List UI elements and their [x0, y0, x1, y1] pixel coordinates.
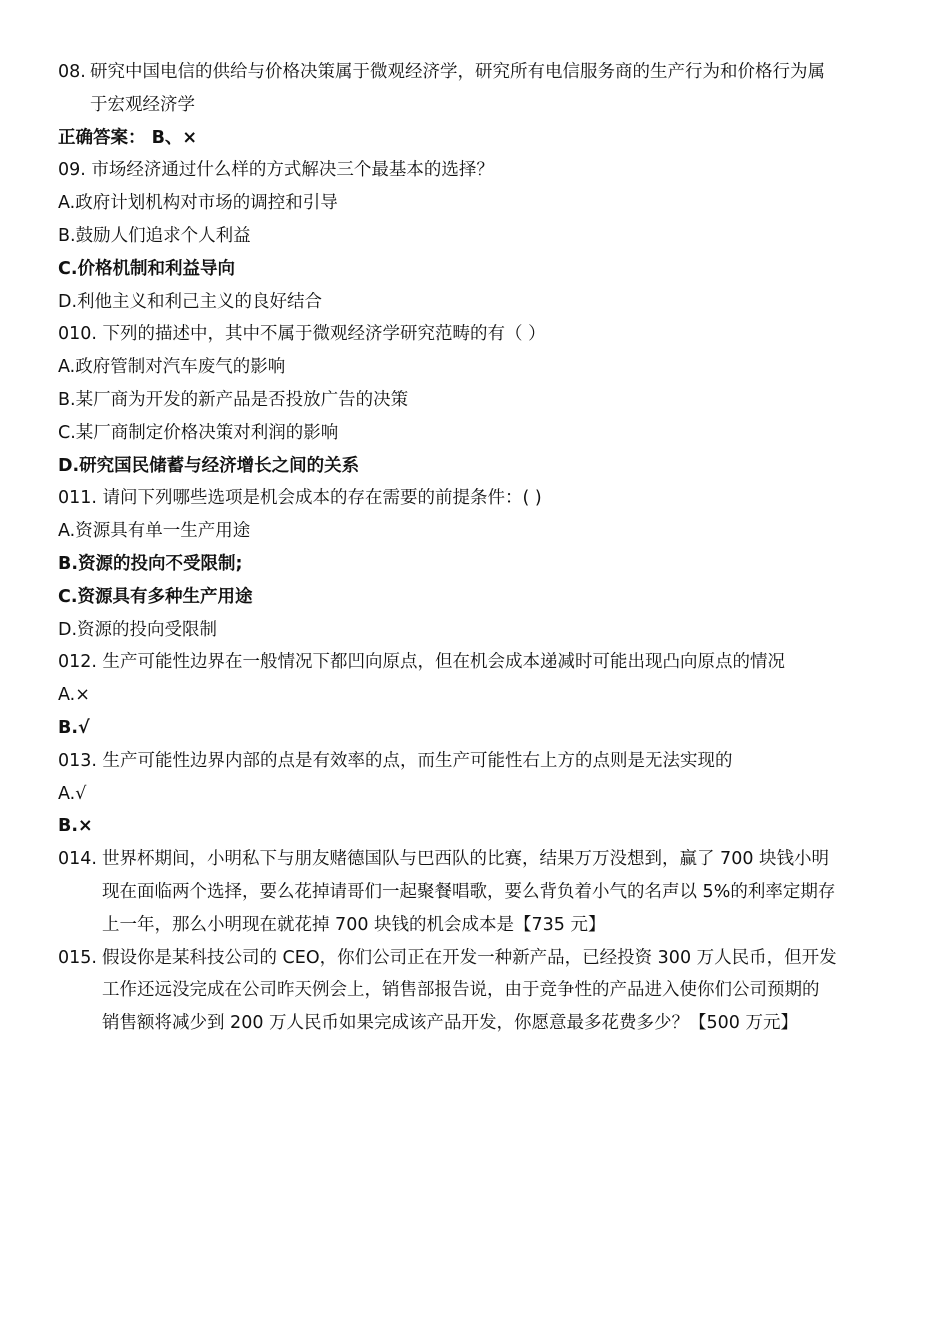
question-text-line: 于宏观经济学	[90, 94, 195, 115]
correct-answer: 正确答案： B、×	[58, 127, 198, 148]
option-b: B.鼓励人们追求个人利益	[58, 225, 251, 246]
option-a: A.×	[58, 685, 90, 706]
question-013: 013. 生产可能性边界内部的点是有效率的点，而生产可能性右上方的点则是无法实现的	[58, 750, 733, 771]
option-b-correct: B.√	[58, 717, 90, 738]
option-d: D.资源的投向受限制	[58, 619, 218, 640]
option-d-correct: D.研究国民储蓄与经济增长之间的关系	[58, 455, 360, 476]
question-text-line: 上一年，那么小明现在就花掉 700 块钱的机会成本是【735 元】	[102, 914, 606, 935]
option-d: D.利他主义和利己主义的良好结合	[58, 291, 323, 312]
question-number: 08.	[58, 62, 86, 82]
option-a: A.政府计划机构对市场的调控和引导	[58, 193, 338, 214]
option-c: C.某厂商制定价格决策对利润的影响	[58, 422, 339, 443]
question-number: 014.	[58, 849, 97, 870]
question-012: 012. 生产可能性边界在一般情况下都凹向原点，但在机会成本递减时可能出现凸向原点的情况	[58, 652, 786, 673]
option-c-correct: C.资源具有多种生产用途	[58, 586, 253, 607]
question-011: 011. 请问下列哪些选项是机会成本的存在需要的前提条件：( )	[58, 488, 542, 509]
option-b-correct: B.×	[58, 816, 93, 837]
question-text-line: 世界杯期间，小明私下与朋友赌德国队与巴西队的比赛，结果万万没想到，赢了 700 块钱小明	[102, 849, 830, 870]
question-08	[58, 56, 898, 122]
option-a: A.政府管制对汽车废气的影响	[58, 357, 286, 378]
option-a: A.资源具有单一生产用途	[58, 521, 251, 542]
question-text-line: 研究中国电信的供给与价格决策属于微观经济学，研究所有电信服务商的生产行为和价格行为属	[90, 62, 825, 82]
question-text-line: 现在面临两个选择，要么花掉请哥们一起聚餐唱歌，要么背负着小气的名声以 5%的利率定期存	[102, 881, 836, 902]
question-text-line: 工作还远没完成在公司昨天例会上，销售部报告说，由于竞争性的产品进入使你们公司预期的	[102, 980, 820, 1001]
question-010: 010. 下列的描述中，其中不属于微观经济学研究范畴的有（ ）	[58, 324, 546, 345]
option-c-correct: C.价格机制和利益导向	[58, 258, 235, 279]
question-number: 015.	[58, 947, 97, 968]
option-b: B.某厂商为开发的新产品是否投放广告的决策	[58, 389, 409, 410]
option-a: A.√	[58, 783, 87, 804]
question-015	[58, 942, 898, 1040]
question-014	[58, 843, 898, 941]
question-text-line: 假设你是某科技公司的 CEO，你们公司正在开发一种新产品，已经投资 300 万人民币，但开发	[102, 947, 837, 968]
option-b-correct: B.资源的投向不受限制;	[58, 553, 243, 574]
question-list	[58, 56, 898, 1040]
question-text-line: 销售额将减少到 200 万人民币如果完成该产品开发，你愿意最多花费多少？【500 万元】	[102, 1013, 798, 1034]
question-09: 09. 市场经济通过什么样的方式解决三个最基本的选择？	[58, 160, 494, 181]
